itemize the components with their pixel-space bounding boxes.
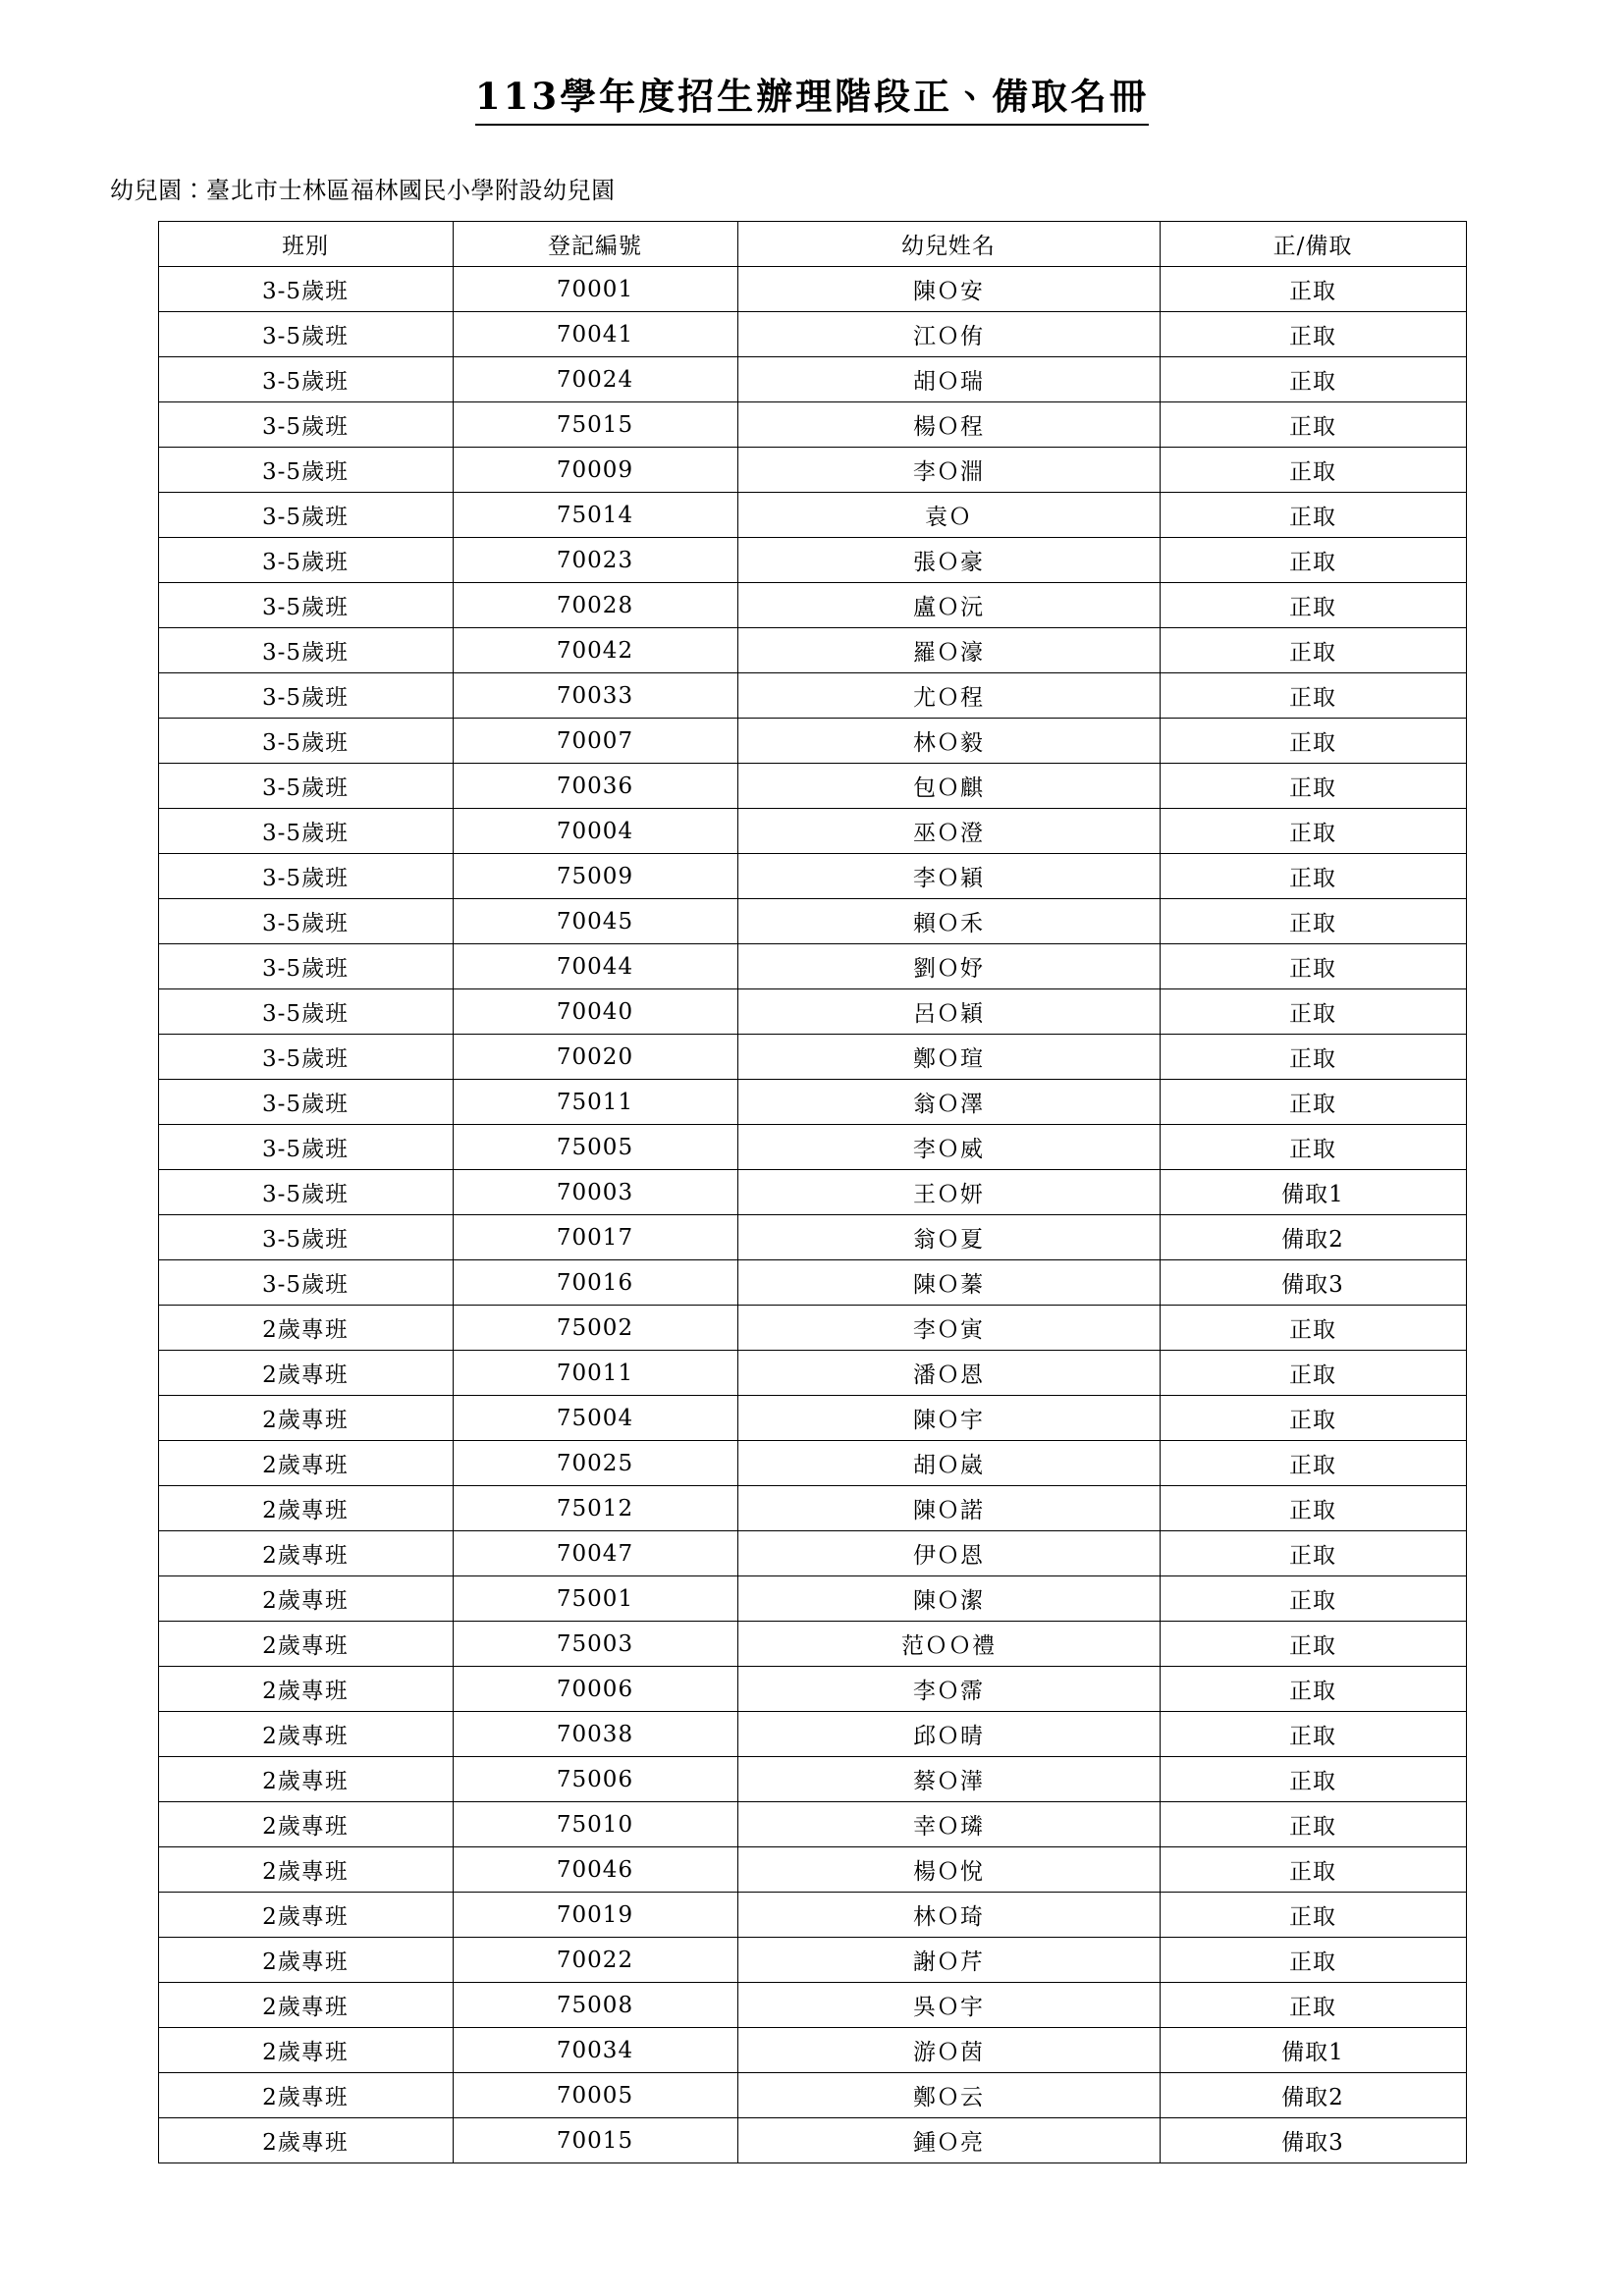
- table-row: [158, 493, 1466, 538]
- cell-child-name: 陳Ｏ潔: [737, 1576, 1160, 1622]
- cell-admission-status: 正取: [1160, 448, 1466, 493]
- cell-class: 3-5歲班: [158, 1215, 453, 1260]
- cell-registration-id: 70006: [453, 1667, 737, 1712]
- cell-admission-status: 正取: [1160, 493, 1466, 538]
- cell-child-name: 謝Ｏ芹: [737, 1938, 1160, 1983]
- cell-registration-id: 70044: [453, 944, 737, 989]
- table-row: [158, 312, 1466, 357]
- cell-child-name: 呂Ｏ穎: [737, 989, 1160, 1035]
- cell-child-name: 劉Ｏ妤: [737, 944, 1160, 989]
- cell-class: 3-5歲班: [158, 1035, 453, 1080]
- cell-child-name: 張Ｏ豪: [737, 538, 1160, 583]
- school-label: 幼兒園：臺北市士林區福林國民小學附設幼兒園: [110, 177, 616, 204]
- cell-admission-status: 備取2: [1160, 2073, 1466, 2118]
- cell-registration-id: 75009: [453, 854, 737, 899]
- cell-class: 2歲專班: [158, 1802, 453, 1847]
- cell-registration-id: 70016: [453, 1260, 737, 1306]
- cell-registration-id: 70017: [453, 1215, 737, 1260]
- cell-registration-id: 75005: [453, 1125, 737, 1170]
- cell-class: 2歲專班: [158, 1893, 453, 1938]
- cell-admission-status: 備取1: [1160, 1170, 1466, 1215]
- cell-child-name: 巫Ｏ澄: [737, 809, 1160, 854]
- cell-admission-status: 備取3: [1160, 2118, 1466, 2163]
- cell-registration-id: 70034: [453, 2028, 737, 2073]
- table-row: [158, 899, 1466, 944]
- cell-child-name: 鄭Ｏ瑄: [737, 1035, 1160, 1080]
- roster-table: [158, 221, 1467, 2163]
- cell-class: 2歲專班: [158, 1531, 453, 1576]
- cell-registration-id: 75012: [453, 1486, 737, 1531]
- table-row: [158, 1215, 1466, 1260]
- cell-class: 3-5歲班: [158, 538, 453, 583]
- table-row: [158, 402, 1466, 448]
- cell-class: 3-5歲班: [158, 1080, 453, 1125]
- cell-admission-status: 正取: [1160, 1712, 1466, 1757]
- cell-registration-id: 70023: [453, 538, 737, 583]
- cell-child-name: 胡Ｏ瑞: [737, 357, 1160, 402]
- cell-registration-id: 70004: [453, 809, 737, 854]
- cell-admission-status: 備取1: [1160, 2028, 1466, 2073]
- table-row: [158, 1396, 1466, 1441]
- cell-child-name: 李Ｏ威: [737, 1125, 1160, 1170]
- cell-child-name: 陳Ｏ蓁: [737, 1260, 1160, 1306]
- table-row: [158, 1351, 1466, 1396]
- cell-registration-id: 70009: [453, 448, 737, 493]
- cell-registration-id: 70001: [453, 267, 737, 312]
- cell-admission-status: 正取: [1160, 538, 1466, 583]
- cell-child-name: 陳Ｏ安: [737, 267, 1160, 312]
- table-row: [158, 2073, 1466, 2118]
- cell-child-name: 尤Ｏ程: [737, 673, 1160, 719]
- cell-child-name: 翁Ｏ澤: [737, 1080, 1160, 1125]
- cell-class: 2歲專班: [158, 1667, 453, 1712]
- cell-class: 3-5歲班: [158, 312, 453, 357]
- cell-registration-id: 70028: [453, 583, 737, 628]
- cell-child-name: 游Ｏ茵: [737, 2028, 1160, 2073]
- cell-class: 3-5歲班: [158, 719, 453, 764]
- cell-child-name: 林Ｏ琦: [737, 1893, 1160, 1938]
- cell-registration-id: 75015: [453, 402, 737, 448]
- cell-admission-status: 正取: [1160, 989, 1466, 1035]
- table-row: [158, 2028, 1466, 2073]
- cell-child-name: 林Ｏ毅: [737, 719, 1160, 764]
- cell-admission-status: 備取2: [1160, 1215, 1466, 1260]
- table-row: [158, 1983, 1466, 2028]
- cell-admission-status: 正取: [1160, 899, 1466, 944]
- cell-class: 2歲專班: [158, 1757, 453, 1802]
- cell-admission-status: 正取: [1160, 1802, 1466, 1847]
- cell-admission-status: 正取: [1160, 1983, 1466, 2028]
- table-row: [158, 1441, 1466, 1486]
- table-body: [158, 267, 1466, 2163]
- table-row: [158, 854, 1466, 899]
- cell-registration-id: 75010: [453, 1802, 737, 1847]
- cell-admission-status: 正取: [1160, 1893, 1466, 1938]
- cell-child-name: 陳Ｏ宇: [737, 1396, 1160, 1441]
- table-row: [158, 583, 1466, 628]
- cell-child-name: 潘Ｏ恩: [737, 1351, 1160, 1396]
- cell-class: 3-5歲班: [158, 899, 453, 944]
- cell-class: 2歲專班: [158, 1441, 453, 1486]
- cell-admission-status: 正取: [1160, 809, 1466, 854]
- cell-child-name: 翁Ｏ夏: [737, 1215, 1160, 1260]
- cell-admission-status: 正取: [1160, 357, 1466, 402]
- cell-child-name: 袁Ｏ: [737, 493, 1160, 538]
- cell-class: 3-5歲班: [158, 809, 453, 854]
- cell-registration-id: 75001: [453, 1576, 737, 1622]
- cell-class: 2歲專班: [158, 1306, 453, 1351]
- column-header-name: 幼兒姓名: [737, 222, 1160, 267]
- cell-admission-status: 正取: [1160, 402, 1466, 448]
- table-row: [158, 538, 1466, 583]
- cell-registration-id: 75014: [453, 493, 737, 538]
- cell-admission-status: 正取: [1160, 1847, 1466, 1893]
- table-row: [158, 673, 1466, 719]
- cell-registration-id: 70041: [453, 312, 737, 357]
- table-row: [158, 1847, 1466, 1893]
- cell-child-name: 李Ｏ霈: [737, 1667, 1160, 1712]
- cell-child-name: 王Ｏ妍: [737, 1170, 1160, 1215]
- table-row: [158, 764, 1466, 809]
- table-row: [158, 1170, 1466, 1215]
- cell-admission-status: 正取: [1160, 1441, 1466, 1486]
- cell-admission-status: 正取: [1160, 1035, 1466, 1080]
- cell-registration-id: 70036: [453, 764, 737, 809]
- table-row: [158, 1893, 1466, 1938]
- cell-class: 2歲專班: [158, 1576, 453, 1622]
- table-row: [158, 1306, 1466, 1351]
- cell-admission-status: 正取: [1160, 1938, 1466, 1983]
- cell-child-name: 包Ｏ麒: [737, 764, 1160, 809]
- cell-admission-status: 正取: [1160, 1351, 1466, 1396]
- cell-registration-id: 70047: [453, 1531, 737, 1576]
- cell-admission-status: 正取: [1160, 1306, 1466, 1351]
- table-row: [158, 719, 1466, 764]
- cell-child-name: 羅Ｏ濠: [737, 628, 1160, 673]
- cell-registration-id: 75011: [453, 1080, 737, 1125]
- cell-class: 3-5歲班: [158, 628, 453, 673]
- cell-admission-status: 正取: [1160, 944, 1466, 989]
- cell-registration-id: 70042: [453, 628, 737, 673]
- cell-admission-status: 正取: [1160, 628, 1466, 673]
- cell-class: 3-5歲班: [158, 764, 453, 809]
- cell-admission-status: 正取: [1160, 1486, 1466, 1531]
- cell-admission-status: 正取: [1160, 1667, 1466, 1712]
- cell-child-name: 吳Ｏ宇: [737, 1983, 1160, 2028]
- cell-admission-status: 正取: [1160, 1757, 1466, 1802]
- table-row: [158, 267, 1466, 312]
- cell-class: 2歲專班: [158, 1938, 453, 1983]
- cell-admission-status: 正取: [1160, 1622, 1466, 1667]
- title-row: [94, 57, 1530, 126]
- cell-registration-id: 70046: [453, 1847, 737, 1893]
- cell-class: 2歲專班: [158, 2118, 453, 2163]
- table-row: [158, 1938, 1466, 1983]
- cell-child-name: 楊Ｏ悅: [737, 1847, 1160, 1893]
- cell-class: 3-5歲班: [158, 673, 453, 719]
- column-header-id: 登記編號: [453, 222, 737, 267]
- cell-registration-id: 70007: [453, 719, 737, 764]
- cell-class: 3-5歲班: [158, 357, 453, 402]
- cell-admission-status: 正取: [1160, 673, 1466, 719]
- cell-admission-status: 正取: [1160, 719, 1466, 764]
- cell-child-name: 鍾Ｏ亮: [737, 2118, 1160, 2163]
- table-row: [158, 1622, 1466, 1667]
- cell-class: 3-5歲班: [158, 989, 453, 1035]
- cell-registration-id: 75006: [453, 1757, 737, 1802]
- cell-class: 3-5歲班: [158, 1260, 453, 1306]
- cell-registration-id: 70015: [453, 2118, 737, 2163]
- table-row: [158, 944, 1466, 989]
- cell-registration-id: 70020: [453, 1035, 737, 1080]
- cell-admission-status: 正取: [1160, 1125, 1466, 1170]
- cell-child-name: 盧Ｏ沅: [737, 583, 1160, 628]
- table-row: [158, 357, 1466, 402]
- cell-admission-status: 正取: [1160, 1396, 1466, 1441]
- cell-child-name: 陳Ｏ諾: [737, 1486, 1160, 1531]
- cell-registration-id: 70025: [453, 1441, 737, 1486]
- cell-class: 3-5歲班: [158, 944, 453, 989]
- cell-class: 2歲專班: [158, 1351, 453, 1396]
- table-row: [158, 1531, 1466, 1576]
- cell-child-name: 楊Ｏ程: [737, 402, 1160, 448]
- cell-child-name: 李Ｏ寅: [737, 1306, 1160, 1351]
- table-row: [158, 1757, 1466, 1802]
- cell-class: 3-5歲班: [158, 267, 453, 312]
- cell-class: 3-5歲班: [158, 1170, 453, 1215]
- cell-admission-status: 正取: [1160, 312, 1466, 357]
- cell-child-name: 李Ｏ穎: [737, 854, 1160, 899]
- cell-admission-status: 正取: [1160, 1576, 1466, 1622]
- table-row: [158, 1576, 1466, 1622]
- cell-registration-id: 70038: [453, 1712, 737, 1757]
- column-header-status: 正/備取: [1160, 222, 1466, 267]
- table-row: [158, 1802, 1466, 1847]
- cell-child-name: 鄭Ｏ云: [737, 2073, 1160, 2118]
- cell-child-name: 幸Ｏ璘: [737, 1802, 1160, 1847]
- cell-registration-id: 70033: [453, 673, 737, 719]
- cell-admission-status: 正取: [1160, 583, 1466, 628]
- cell-registration-id: 70011: [453, 1351, 737, 1396]
- cell-registration-id: 70040: [453, 989, 737, 1035]
- table-header: [158, 222, 1466, 267]
- table-row: [158, 1667, 1466, 1712]
- cell-class: 2歲專班: [158, 2073, 453, 2118]
- cell-registration-id: 75003: [453, 1622, 737, 1667]
- cell-registration-id: 70045: [453, 899, 737, 944]
- cell-registration-id: 75004: [453, 1396, 737, 1441]
- cell-child-name: 蔡Ｏ澕: [737, 1757, 1160, 1802]
- cell-class: 2歲專班: [158, 1712, 453, 1757]
- table-row: [158, 448, 1466, 493]
- cell-child-name: 江Ｏ侑: [737, 312, 1160, 357]
- cell-class: 3-5歲班: [158, 1125, 453, 1170]
- table-row: [158, 809, 1466, 854]
- cell-child-name: 賴Ｏ禾: [737, 899, 1160, 944]
- cell-admission-status: 正取: [1160, 267, 1466, 312]
- cell-registration-id: 70022: [453, 1938, 737, 1983]
- cell-class: 3-5歲班: [158, 448, 453, 493]
- table-row: [158, 2118, 1466, 2163]
- cell-class: 2歲專班: [158, 1622, 453, 1667]
- cell-admission-status: 備取3: [1160, 1260, 1466, 1306]
- cell-child-name: 范ＯＯ禮: [737, 1622, 1160, 1667]
- cell-child-name: 胡Ｏ崴: [737, 1441, 1160, 1486]
- cell-class: 2歲專班: [158, 1396, 453, 1441]
- table-row: [158, 1260, 1466, 1306]
- cell-class: 3-5歲班: [158, 402, 453, 448]
- cell-admission-status: 正取: [1160, 1531, 1466, 1576]
- cell-class: 2歲專班: [158, 1983, 453, 2028]
- cell-admission-status: 正取: [1160, 854, 1466, 899]
- cell-admission-status: 正取: [1160, 1080, 1466, 1125]
- column-header-class: 班別: [158, 222, 453, 267]
- cell-registration-id: 70019: [453, 1893, 737, 1938]
- page-title: 113學年度招生辦理階段正、備取名冊: [475, 67, 1149, 126]
- table-row: [158, 1486, 1466, 1531]
- cell-child-name: 李Ｏ淵: [737, 448, 1160, 493]
- cell-class: 2歲專班: [158, 1847, 453, 1893]
- cell-class: 2歲專班: [158, 1486, 453, 1531]
- cell-class: 3-5歲班: [158, 493, 453, 538]
- table-row: [158, 628, 1466, 673]
- table-row: [158, 1035, 1466, 1080]
- cell-child-name: 伊Ｏ恩: [737, 1531, 1160, 1576]
- table-row: [158, 1080, 1466, 1125]
- cell-admission-status: 正取: [1160, 764, 1466, 809]
- cell-class: 2歲專班: [158, 2028, 453, 2073]
- table-row: [158, 989, 1466, 1035]
- cell-registration-id: 70024: [453, 357, 737, 402]
- table-row: [158, 1125, 1466, 1170]
- table-row: [158, 1712, 1466, 1757]
- cell-registration-id: 75002: [453, 1306, 737, 1351]
- table-header-row: [158, 222, 1466, 267]
- cell-registration-id: 75008: [453, 1983, 737, 2028]
- cell-registration-id: 70005: [453, 2073, 737, 2118]
- cell-registration-id: 70003: [453, 1170, 737, 1215]
- cell-class: 3-5歲班: [158, 583, 453, 628]
- cell-child-name: 邱Ｏ晴: [737, 1712, 1160, 1757]
- cell-class: 3-5歲班: [158, 854, 453, 899]
